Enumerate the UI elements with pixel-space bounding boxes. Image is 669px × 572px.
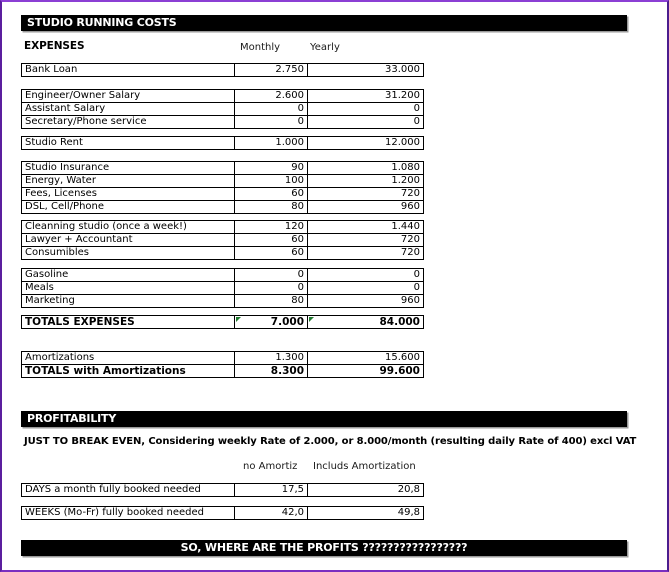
table-row[interactable] xyxy=(22,116,424,129)
cell-yearly[interactable]: 0 xyxy=(308,269,424,282)
totals-monthly[interactable]: 7.000 xyxy=(235,316,308,329)
cell-yearly[interactable]: 12.000 xyxy=(308,137,424,150)
row-label[interactable]: Amortizations xyxy=(22,352,235,365)
cell-no-amortiz[interactable]: 42,0 xyxy=(235,507,308,520)
table-row[interactable] xyxy=(22,269,424,282)
row-label[interactable]: Bank Loan xyxy=(22,64,235,77)
table-row[interactable] xyxy=(22,175,424,188)
cell-yearly[interactable]: 33.000 xyxy=(308,64,424,77)
expense-group-salaries xyxy=(21,89,424,129)
column-header-no-amortiz: no Amortiz xyxy=(243,461,298,472)
table-row[interactable] xyxy=(22,352,424,365)
cell-monthly[interactable]: 100 xyxy=(235,175,308,188)
section-banner-studio-running-costs: STUDIO RUNNING COSTS xyxy=(21,15,627,31)
cell-yearly[interactable]: 720 xyxy=(308,234,424,247)
row-label[interactable]: Cleanning studio (once a week!) xyxy=(22,221,235,234)
table-row[interactable] xyxy=(22,484,424,497)
table-row[interactable] xyxy=(22,137,424,150)
profitability-weeks-table xyxy=(21,506,424,520)
cell-monthly[interactable]: 2.600 xyxy=(235,90,308,103)
row-label[interactable]: WEEKS (Mo-Fr) fully booked needed xyxy=(22,507,235,520)
totals-expenses-table xyxy=(21,315,424,329)
profitability-days-table xyxy=(21,483,424,497)
table-row[interactable] xyxy=(22,247,424,260)
cell-monthly[interactable]: 1.000 xyxy=(235,137,308,150)
row-label[interactable]: Meals xyxy=(22,282,235,295)
cell-incl-amortiz[interactable]: 49,8 xyxy=(308,507,424,520)
cell-yearly[interactable]: 720 xyxy=(308,247,424,260)
totals-amortizations-monthly[interactable]: 8.300 xyxy=(235,365,308,378)
row-label[interactable]: Assistant Salary xyxy=(22,103,235,116)
cell-monthly[interactable]: 0 xyxy=(235,116,308,129)
section-banner-where-are-the-profits: SO, WHERE ARE THE PROFITS ????????????????? xyxy=(21,540,627,556)
cell-monthly[interactable]: 60 xyxy=(235,234,308,247)
break-even-note: JUST TO BREAK EVEN, Considering weekly Rate of 2.000, or 8.000/month (resulting daily Rate of 400) excl VAT xyxy=(24,436,637,447)
row-label[interactable]: Marketing xyxy=(22,295,235,308)
cell-monthly[interactable]: 60 xyxy=(235,188,308,201)
column-header-monthly: Monthly xyxy=(240,42,281,53)
cell-no-amortiz[interactable]: 17,5 xyxy=(235,484,308,497)
cell-monthly[interactable]: 120 xyxy=(235,221,308,234)
table-row[interactable] xyxy=(22,103,424,116)
row-label[interactable]: Secretary/Phone service xyxy=(22,116,235,129)
expense-group-studio-rent xyxy=(21,136,424,150)
cell-yearly[interactable]: 15.600 xyxy=(308,352,424,365)
table-row[interactable] xyxy=(22,221,424,234)
row-label[interactable]: Consumibles xyxy=(22,247,235,260)
cell-yearly[interactable]: 1.200 xyxy=(308,175,424,188)
cell-yearly[interactable]: 0 xyxy=(308,103,424,116)
table-row-totals[interactable] xyxy=(22,316,424,329)
column-header-yearly: Yearly xyxy=(310,42,340,53)
cell-monthly[interactable]: 0 xyxy=(235,269,308,282)
table-row[interactable] xyxy=(22,507,424,520)
row-label[interactable]: Gasoline xyxy=(22,269,235,282)
cell-yearly[interactable]: 1.080 xyxy=(308,162,424,175)
table-row[interactable] xyxy=(22,295,424,308)
row-label[interactable]: Engineer/Owner Salary xyxy=(22,90,235,103)
table-row[interactable] xyxy=(22,64,424,77)
cell-monthly[interactable]: 80 xyxy=(235,295,308,308)
cell-yearly[interactable]: 960 xyxy=(308,295,424,308)
totals-amortizations-yearly[interactable]: 99.600 xyxy=(308,365,424,378)
cell-monthly[interactable]: 1.300 xyxy=(235,352,308,365)
totals-label[interactable]: TOTALS EXPENSES xyxy=(22,316,235,329)
cell-monthly[interactable]: 0 xyxy=(235,103,308,116)
expense-group-utilities xyxy=(21,161,424,214)
cell-monthly[interactable]: 0 xyxy=(235,282,308,295)
table-row[interactable] xyxy=(22,162,424,175)
cell-yearly[interactable]: 960 xyxy=(308,201,424,214)
expense-group-services xyxy=(21,220,424,260)
cell-incl-amortiz[interactable]: 20,8 xyxy=(308,484,424,497)
table-row[interactable] xyxy=(22,282,424,295)
cell-monthly[interactable]: 60 xyxy=(235,247,308,260)
table-row[interactable] xyxy=(22,201,424,214)
totals-amortizations-label[interactable]: TOTALS with Amortizations xyxy=(22,365,235,378)
table-row[interactable] xyxy=(22,90,424,103)
row-label[interactable]: Lawyer + Accountant xyxy=(22,234,235,247)
expense-group-misc xyxy=(21,268,424,308)
worksheet-area xyxy=(2,2,667,570)
amortizations-table xyxy=(21,351,424,378)
cell-monthly[interactable]: 2.750 xyxy=(235,64,308,77)
cell-yearly[interactable]: 0 xyxy=(308,116,424,129)
cell-yearly[interactable]: 31.200 xyxy=(308,90,424,103)
cell-yearly[interactable]: 0 xyxy=(308,282,424,295)
expenses-title: EXPENSES xyxy=(24,40,85,52)
row-label[interactable]: Fees, Licenses xyxy=(22,188,235,201)
row-label[interactable]: DSL, Cell/Phone xyxy=(22,201,235,214)
section-banner-profitability: PROFITABILITY xyxy=(21,411,627,427)
row-label[interactable]: Studio Rent xyxy=(22,137,235,150)
cell-yearly[interactable]: 720 xyxy=(308,188,424,201)
table-row-totals-amortizations[interactable] xyxy=(22,365,424,378)
row-label[interactable]: Energy, Water xyxy=(22,175,235,188)
column-header-includs-amortization: Includs Amortization xyxy=(313,461,416,472)
cell-monthly[interactable]: 80 xyxy=(235,201,308,214)
row-label[interactable]: Studio Insurance xyxy=(22,162,235,175)
totals-yearly[interactable]: 84.000 xyxy=(308,316,424,329)
expense-group-bank-loan xyxy=(21,63,424,77)
table-row[interactable] xyxy=(22,188,424,201)
row-label[interactable]: DAYS a month fully booked needed xyxy=(22,484,235,497)
cell-monthly[interactable]: 90 xyxy=(235,162,308,175)
cell-yearly[interactable]: 1.440 xyxy=(308,221,424,234)
table-row[interactable] xyxy=(22,234,424,247)
